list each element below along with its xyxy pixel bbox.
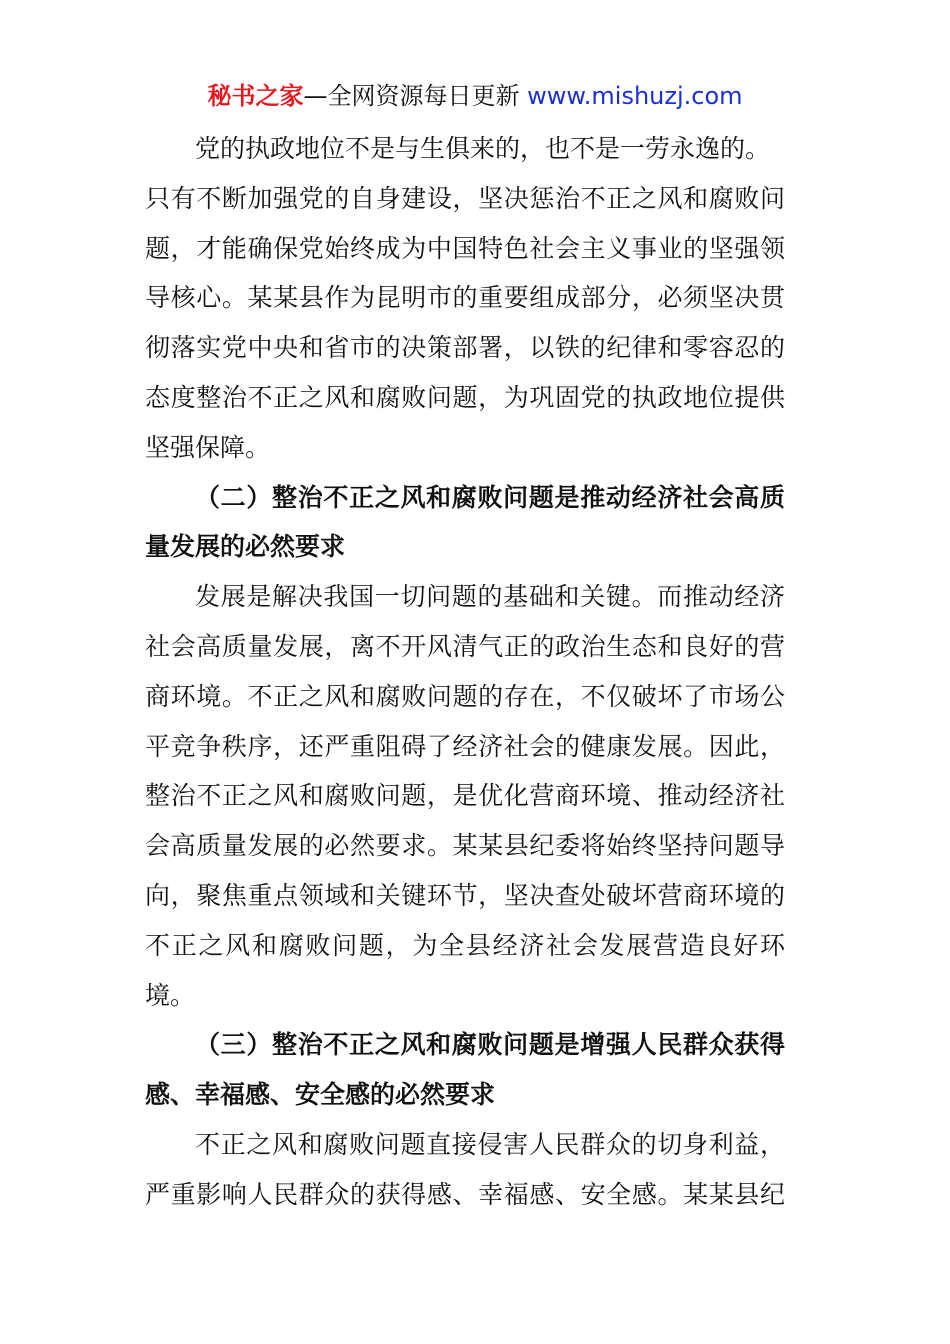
paragraph: [145, 1120, 785, 1220]
heading-line: 量发展的必然要求: [145, 532, 346, 562]
text-line: 社会高质量发展，离不开风清气正的政治生态和良好的营: [145, 631, 785, 661]
heading-line: （三）整治不正之风和腐败问题是增强人民群众获得: [195, 1030, 785, 1060]
text-line: 向，聚焦重点领域和关键环节，坚决查处破坏营商环境的: [145, 880, 785, 910]
site-header: [0, 80, 950, 112]
text-line: 商环境。不正之风和腐败问题的存在，不仅破坏了市场公: [145, 681, 785, 711]
site-url-link[interactable]: www.mishuzj.com: [527, 82, 743, 110]
text-line: 坚强保障。: [145, 432, 271, 462]
text-line: 发展是解决我国一切问题的基础和关键。而推动经济: [195, 582, 785, 612]
text-line: 题，才能确保党始终成为中国特色社会主义事业的坚强领: [145, 233, 785, 263]
text-line: 会高质量发展的必然要求。某某县纪委将始终坚持问题导: [145, 831, 785, 861]
heading-line: 感、幸福感、安全感的必然要求: [145, 1080, 496, 1110]
text-line: 平竞争秩序，还严重阻碍了经济社会的健康发展。因此，: [145, 731, 785, 761]
paragraph: [145, 124, 785, 473]
text-line: 只有不断加强党的自身建设，坚决惩治不正之风和腐败问: [145, 183, 785, 213]
header-tagline: —全网资源每日更新: [303, 82, 520, 110]
text-line: 不正之风和腐败问题，为全县经济社会发展营造良好环: [145, 930, 785, 960]
text-line: 导核心。某某县作为昆明市的重要组成部分，必须坚决贯: [145, 283, 785, 313]
text-line: 境。: [145, 980, 196, 1010]
document-body: [145, 124, 785, 1220]
text-line: 态度整治不正之风和腐败问题，为巩固党的执政地位提供: [145, 382, 785, 412]
text-line: 不正之风和腐败问题直接侵害人民群众的切身利益，: [195, 1129, 785, 1159]
text-line: 彻落实党中央和省市的决策部署，以铁的纪律和零容忍的: [145, 333, 785, 363]
section-heading: [145, 473, 785, 573]
brand-name: 秘书之家: [207, 82, 304, 110]
section-heading: [145, 1020, 785, 1120]
text-line: 整治不正之风和腐败问题，是优化营商环境、推动经济社: [145, 781, 785, 811]
text-line: 严重影响人民群众的获得感、幸福感、安全感。某某县纪: [145, 1179, 785, 1209]
text-line: 党的执政地位不是与生俱来的，也不是一劳永逸的。: [195, 134, 771, 163]
heading-line: （二）整治不正之风和腐败问题是推动经济社会高质: [195, 482, 785, 512]
paragraph: [145, 572, 785, 1020]
